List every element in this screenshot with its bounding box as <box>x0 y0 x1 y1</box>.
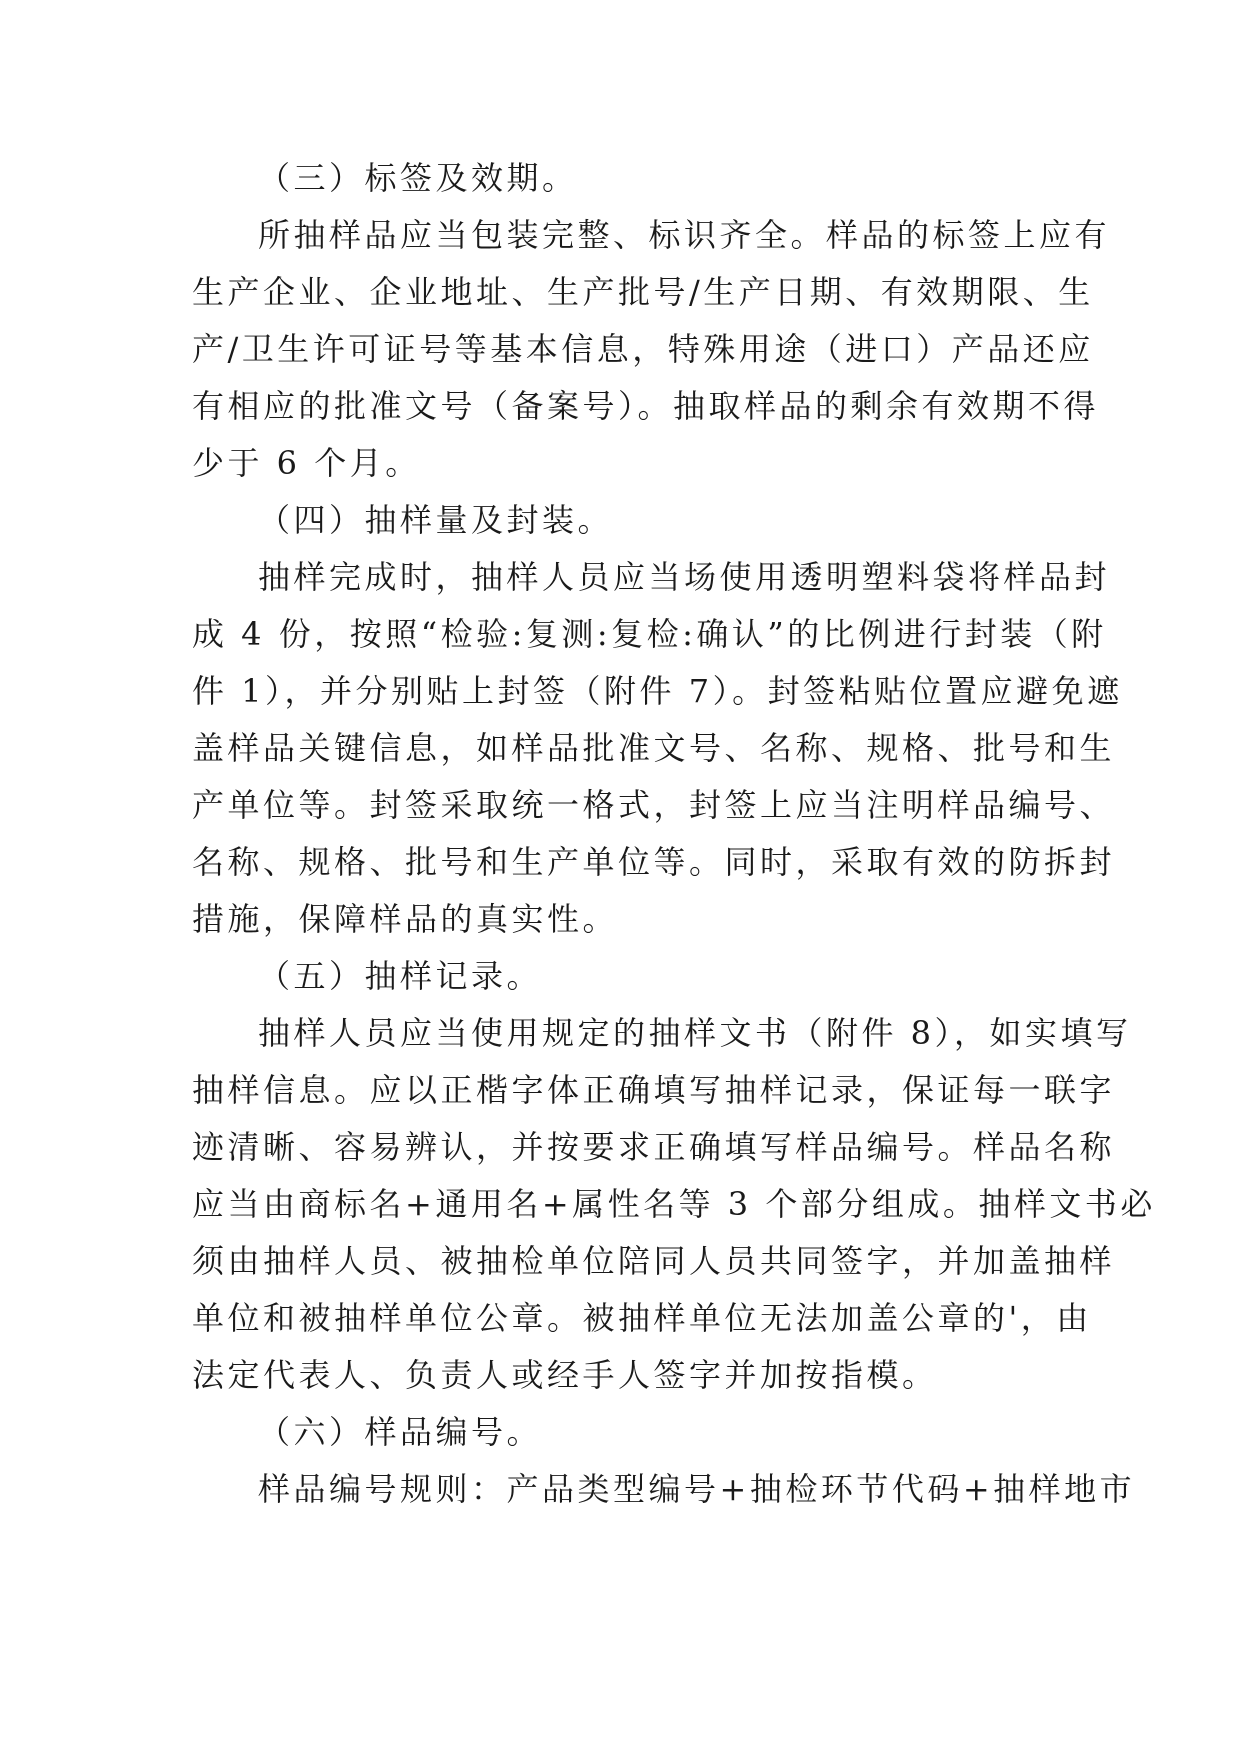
paragraph-line: 成 4 份，按照“检验:复测:复检:确认”的比例进行封装（附 <box>192 615 1107 653</box>
paragraph-line: 抽样信息。应以正楷字体正确填写抽样记录，保证每一联字 <box>192 1071 1116 1109</box>
paragraph-line: 单位和被抽样单位公章。被抽样单位无法加盖公章的'，由 <box>192 1299 1092 1337</box>
paragraph-line: 样品编号规则：产品类型编号+抽检环节代码+抽样地市 <box>258 1470 1136 1508</box>
section-heading-4: （四）抽样量及封装。 <box>258 501 614 539</box>
paragraph-line: 法定代表人、负责人或经手人签字并加按指模。 <box>192 1356 938 1394</box>
paragraph-line: 少于 6 个月。 <box>192 444 421 482</box>
paragraph-line: 产单位等。封签采取统一格式，封签上应当注明样品编号、 <box>192 786 1116 824</box>
paragraph-line: 抽样完成时，抽样人员应当场使用透明塑料袋将样品封 <box>258 558 1111 596</box>
section-heading-5: （五）抽样记录。 <box>258 957 543 995</box>
paragraph-line: 盖样品关键信息，如样品批准文号、名称、规格、批号和生 <box>192 729 1116 767</box>
paragraph-line: 措施，保障样品的真实性。 <box>192 900 619 938</box>
paragraph-line: 产/卫生许可证号等基本信息，特殊用途（进口）产品还应 <box>192 330 1094 368</box>
section-heading-6: （六）样品编号。 <box>258 1413 543 1451</box>
paragraph-line: 名称、规格、批号和生产单位等。同时，采取有效的防拆封 <box>192 843 1116 881</box>
paragraph-line: 须由抽样人员、被抽检单位陪同人员共同签字，并加盖抽样 <box>192 1242 1116 1280</box>
paragraph-line: 所抽样品应当包装完整、标识齐全。样品的标签上应有 <box>258 216 1111 254</box>
paragraph-line: 抽样人员应当使用规定的抽样文书（附件 8），如实填写 <box>258 1014 1132 1052</box>
paragraph-line: 迹清晰、容易辨认，并按要求正确填写样品编号。样品名称 <box>192 1128 1116 1166</box>
section-heading-3: （三）标签及效期。 <box>258 159 578 197</box>
paragraph-line: 件 1），并分别贴上封签（附件 7）。封签粘贴位置应避免遮 <box>192 672 1123 710</box>
paragraph-line: 生产企业、企业地址、生产批号/生产日期、有效期限、生 <box>192 273 1094 311</box>
paragraph-line: 应当由商标名+通用名+属性名等 3 个部分组成。抽样文书必 <box>192 1185 1156 1223</box>
paragraph-line: 有相应的批准文号（备案号）。抽取样品的剩余有效期不得 <box>192 387 1100 425</box>
